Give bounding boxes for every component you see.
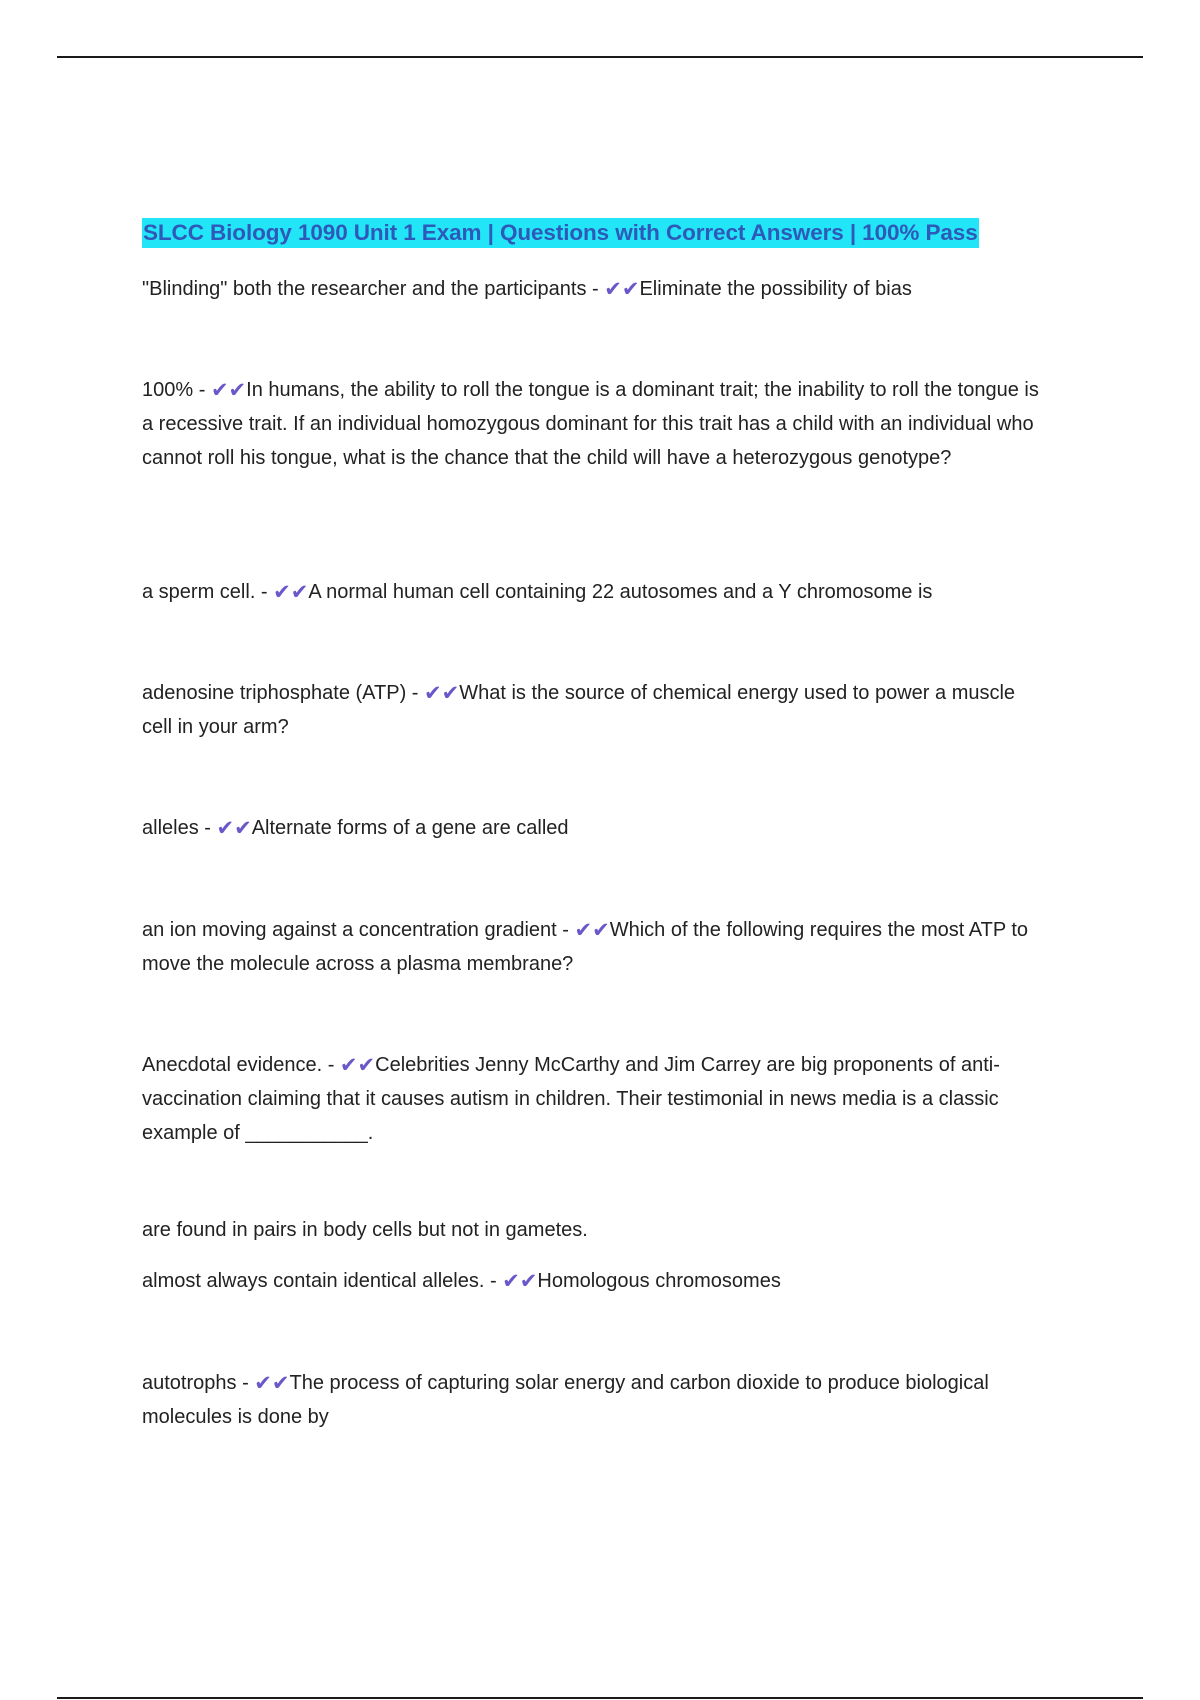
answer-text: almost always contain identical alleles. [142, 1270, 485, 1292]
footer-rule [57, 1697, 1143, 1699]
question-text: A normal human cell containing 22 autosomes and a Y chromosome is [308, 581, 933, 603]
answer-text: adenosine triphosphate (ATP) [142, 682, 407, 704]
double-checkmark-icon: ✔✔ [502, 1269, 538, 1293]
answer-text: a sperm cell. [142, 581, 256, 603]
qa-entry-9 [142, 1366, 1042, 1434]
double-checkmark-icon: ✔✔ [216, 816, 252, 840]
separator: - [193, 379, 211, 401]
separator: - [255, 581, 274, 603]
qa-entry-3 [142, 575, 1042, 609]
question-text: Which of the following requires the most ATP to move the molecule across a plasma membrane? [142, 919, 1029, 975]
separator: - [322, 1054, 340, 1076]
double-checkmark-icon: ✔✔ [210, 378, 247, 402]
question-text: Eliminate the possibility of bias [639, 278, 912, 300]
double-checkmark-icon: ✔✔ [254, 1371, 290, 1395]
qa-entry-1 [142, 272, 1042, 306]
double-checkmark-icon: ✔✔ [273, 580, 309, 604]
separator: - [556, 919, 575, 941]
question-text: In humans, the ability to roll the tongue is a dominant trait; the inability to roll the tongue is a recessive trait. If an individual homozygous dominant for this trait has a child with an individual who cannot roll his tongue, what is the chance that the child will have a heterozygous genotype? [142, 379, 1039, 469]
answer-text: an ion moving against a concentration gradient [142, 919, 557, 941]
qa-entry-7 [142, 1048, 1042, 1150]
separator: - [484, 1270, 503, 1292]
qa-entry-4 [142, 676, 1042, 744]
qa-entry-8 [142, 1264, 1042, 1298]
continuation-line: are found in pairs in body cells but not in gametes. [142, 1219, 588, 1241]
qa-entry-6 [142, 913, 1042, 981]
question-text: Alternate forms of a gene are called [251, 817, 569, 839]
separator: - [198, 817, 217, 839]
answer-text: autotrophs [142, 1372, 237, 1394]
question-text: The process of capturing solar energy and carbon dioxide to produce biological molecules is done by [142, 1372, 989, 1428]
answer-text: Anecdotal evidence. [142, 1054, 323, 1076]
separator: - [406, 682, 425, 704]
double-checkmark-icon: ✔✔ [424, 681, 460, 705]
question-text: Homologous chromosomes [537, 1270, 781, 1292]
separator: - [586, 278, 605, 300]
separator: - [236, 1372, 255, 1394]
qa-entry-5 [142, 811, 1042, 845]
question-text: What is the source of chemical energy used to power a muscle cell in your arm? [142, 682, 1016, 738]
header-rule [57, 56, 1143, 58]
answer-text: "Blinding" both the researcher and the participants [142, 278, 587, 300]
answer-text: alleles [142, 817, 199, 839]
double-checkmark-icon: ✔✔ [339, 1053, 376, 1077]
document-title: SLCC Biology 1090 Unit 1 Exam | Questions with Correct Answers | 100% Pass [142, 218, 979, 248]
double-checkmark-icon: ✔✔ [604, 277, 640, 301]
answer-text: 100% [142, 379, 194, 401]
qa-entry-2 [142, 373, 1042, 475]
question-text: Celebrities Jenny McCarthy and Jim Carrey are big proponents of anti-vaccination claiming that it causes autism in children. Their testimonial in news media is a classic example of ___________. [142, 1054, 1000, 1144]
double-checkmark-icon: ✔✔ [574, 918, 610, 942]
